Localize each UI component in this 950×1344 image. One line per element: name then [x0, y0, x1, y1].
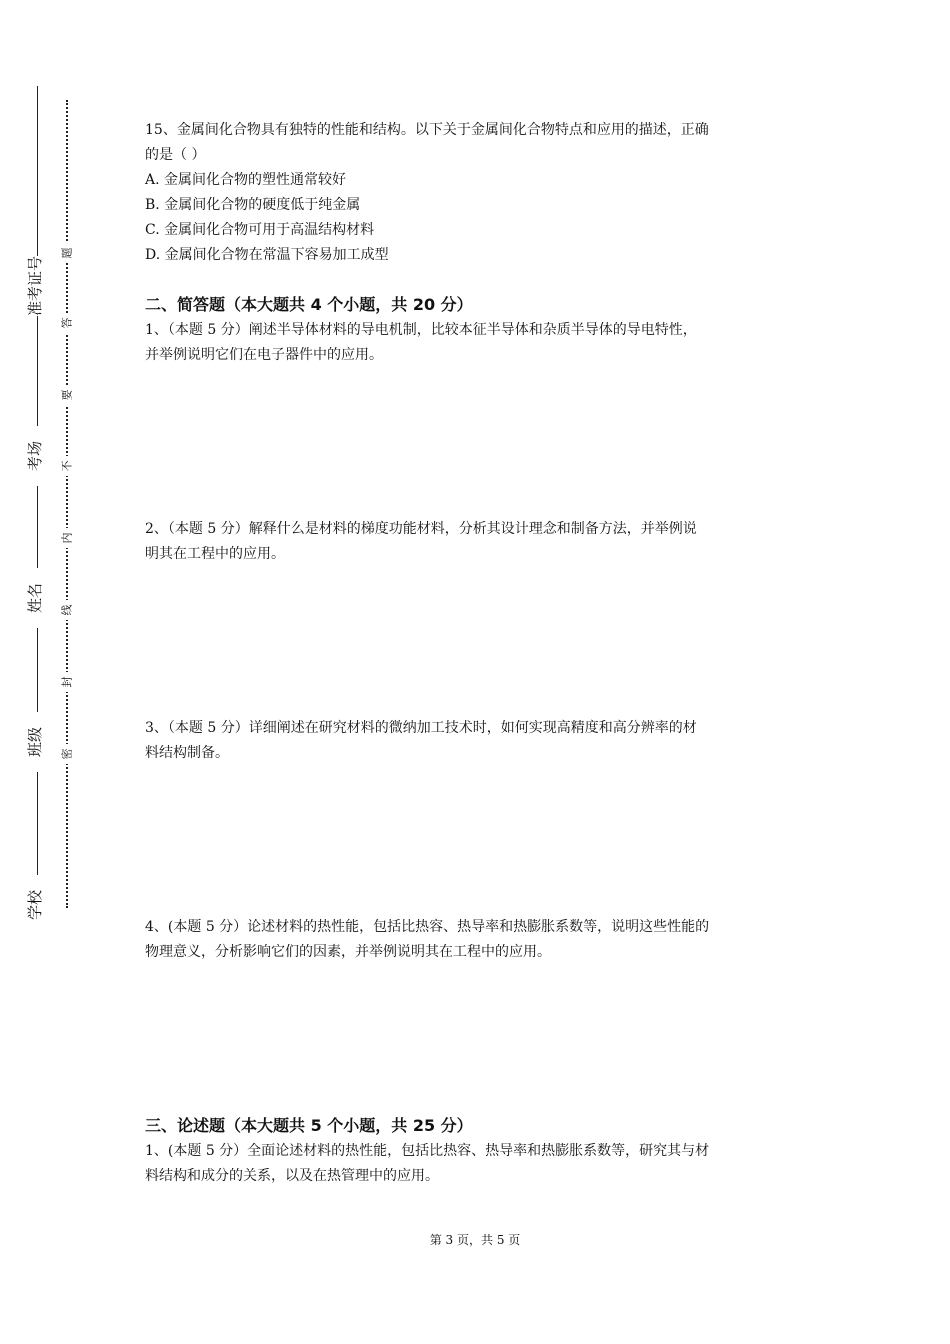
seal-char: 不 [57, 456, 77, 476]
binding-solid-line [37, 86, 38, 914]
field-class: 班级 [20, 712, 50, 772]
seal-char: 密 [57, 744, 77, 764]
seal-char: 封 [57, 672, 77, 692]
option-c: C. 金属间化合物可用于高温结构材料 [145, 222, 375, 238]
question-text: 并举例说明它们在电子器件中的应用。 [145, 347, 383, 363]
question-text: 1、(本题 5 分）全面论述材料的热性能，包括比热容、热导率和热膨胀系数等，研究其与材 [145, 1143, 710, 1159]
field-exam-number: 准考证号 [20, 256, 50, 316]
question-15 [145, 118, 815, 268]
field-exam-room: 考场 [20, 426, 50, 486]
section-2-title: 二、简答题（本大题共 4 个小题，共 20 分） [145, 295, 473, 314]
binding-margin [0, 0, 100, 1344]
page-number: 第 3 页，共 5 页 [429, 1233, 521, 1247]
question-stem: 15、金属间化合物具有独特的性能和结构。以下关于金属间化合物特点和应用的描述，正确 [145, 122, 709, 138]
seal-char: 内 [57, 528, 77, 548]
seal-char: 要 [57, 385, 77, 405]
short-answer-4 [145, 915, 815, 965]
field-name: 姓名 [20, 568, 50, 628]
field-school: 学校 [20, 875, 50, 935]
short-answer-1 [145, 318, 815, 368]
question-text: 料结构制备。 [145, 745, 229, 761]
essay-1 [145, 1139, 815, 1189]
short-answer-3 [145, 716, 815, 766]
question-text: 4、(本题 5 分）论述材料的热性能，包括比热容、热导率和热膨胀系数等，说明这些性能的 [145, 919, 710, 935]
seal-char: 题 [57, 243, 77, 263]
question-text: 2、（本题 5 分）解释什么是材料的梯度功能材料，分析其设计理念和制备方法，并举例说 [145, 521, 697, 537]
section-3-title: 三、论述题（本大题共 5 个小题，共 25 分） [145, 1116, 473, 1135]
question-text: 料结构和成分的关系，以及在热管理中的应用。 [145, 1168, 439, 1184]
option-a: A. 金属间化合物的塑性通常较好 [145, 172, 347, 188]
question-text: 3、（本题 5 分）详细阐述在研究材料的微纳加工技术时，如何实现高精度和高分辨率的材 [145, 720, 697, 736]
short-answer-2 [145, 517, 815, 567]
question-text: 明其在工程中的应用。 [145, 546, 285, 562]
question-stem: 的是（ ） [145, 147, 206, 163]
question-text: 1、（本题 5 分）阐述半导体材料的导电机制，比较本征半导体和杂质半导体的导电特性， [145, 322, 697, 338]
option-b: B. 金属间化合物的硬度低于纯金属 [145, 197, 361, 213]
seal-char: 答 [57, 313, 77, 333]
option-d: D. 金属间化合物在常温下容易加工成型 [145, 247, 389, 263]
seal-char: 线 [57, 600, 77, 620]
seal-dotted-line [66, 100, 68, 908]
question-text: 物理意义，分析影响它们的因素，并举例说明其在工程中的应用。 [145, 944, 551, 960]
